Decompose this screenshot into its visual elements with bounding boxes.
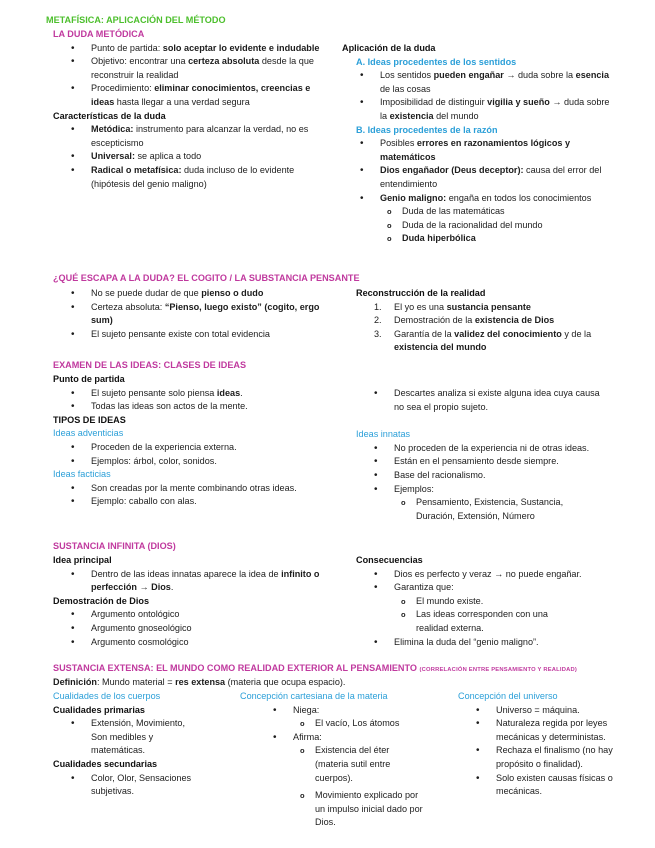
list-item: o Las ideas corresponden con una realidad externa.: [416, 608, 581, 635]
adventicias-label: Ideas adventicias: [53, 428, 124, 439]
primarias-label: Cualidades primarias: [53, 704, 145, 715]
duda-points: [53, 42, 333, 110]
list-item: • Color, Olor, Sensaciones subjetivas.: [91, 772, 211, 799]
cualidades-label: Cualidades de los cuerpos: [53, 691, 161, 701]
materia-label: Concepción cartesiana de la materia: [240, 691, 388, 701]
universo-list: [458, 704, 621, 799]
secundarias-label: Cualidades secundarias: [53, 758, 158, 769]
list-item: o El vacío, Los átomos: [315, 717, 440, 731]
demostracion-label: Demostración de Dios: [53, 595, 150, 606]
cogito-list: [53, 287, 321, 341]
adventicias-list: [53, 441, 323, 468]
list-item: • Argumento gnoseológico: [91, 622, 323, 636]
secundarias-list: [53, 772, 211, 799]
afirma-sublist: [293, 744, 425, 830]
section-cogito-left: [53, 287, 321, 341]
list-item: o Duda hiperbólica: [402, 232, 612, 246]
caracteristicas-list: [53, 123, 333, 191]
list-item: • Son creadas por la mente combinando otras ideas.: [91, 482, 316, 496]
list-item: • El sujeto pensante solo piensa ideas.: [91, 387, 323, 401]
section-heading-duda: LA DUDA METÓDICA: [53, 29, 145, 39]
definicion: Definición: Mundo material = res extensa (materia que ocupa espacio).: [53, 677, 346, 687]
page-title: METAFÍSICA: APLICACIÓN DEL MÉTODO: [46, 15, 226, 25]
caracteristicas-label: Características de la duda: [53, 110, 166, 121]
facticias-list: [53, 482, 316, 509]
idea-principal-list: [53, 568, 336, 595]
list-item: • Genio maligno: engaña en todos los conocimientos o Duda de las matemáticas o Duda de la racionalidad del mundo o Duda hiperbólica: [380, 192, 612, 246]
section-infinita-right: [356, 554, 621, 649]
section-heading-infinita: SUSTANCIA INFINITA (DIOS): [53, 541, 176, 551]
razon-label: B. Ideas procedentes de la razón: [356, 124, 498, 135]
list-item: • Proceden de la experiencia externa.: [91, 441, 323, 455]
list-item: o El mundo existe.: [416, 595, 581, 609]
section-cogito-right: [356, 287, 618, 355]
razon-list: [342, 137, 612, 246]
list-item: • Universo = máquina.: [496, 704, 621, 718]
list-item: • Base del racionalismo.: [394, 469, 621, 483]
list-item: • Radical o metafísica: duda incluso de lo evidente (hipótesis del genio maligno): [91, 164, 333, 191]
list-item: • El sujeto pensante existe con total evidencia: [91, 328, 321, 342]
innatas-label: Ideas innatas: [356, 429, 411, 440]
demostracion-list: [53, 608, 323, 649]
list-item: • Objetivo: encontrar una certeza absoluta desde la que reconstruir la realidad: [91, 55, 333, 82]
niega-sublist: [293, 717, 440, 731]
list-item: • Argumento ontológico: [91, 608, 323, 622]
col-universo: [458, 690, 628, 799]
list-item: • Posibles errores en razonamientos lógicos y matemáticos: [380, 137, 612, 164]
list-item: o Duda de las matemáticas: [402, 205, 612, 219]
list-item: • Imposibilidad de distinguir vigilia y sueño → duda sobre la existencia del mundo: [380, 96, 612, 123]
list-item: • Solo existen causas físicas o mecánicas.: [496, 772, 621, 799]
list-item: • Universal: se aplica a todo: [91, 150, 333, 164]
col-cualidades: [53, 690, 233, 799]
list-item: • Dios engañador (Deus deceptor): causa del error del entendimiento: [380, 164, 612, 191]
list-item: • Ejemplos: o Pensamiento, Existencia, Sustancia, Duración, Extensión, Número: [394, 483, 621, 524]
list-item: • Argumento cosmológico: [91, 636, 323, 650]
col-materia: [240, 690, 440, 830]
list-item: • Dentro de las ideas innatas aparece la idea de infinito o perfección → Dios.: [91, 568, 336, 595]
reconstruccion-list: [356, 301, 618, 355]
list-item: • Todas las ideas son actos de la mente.: [91, 400, 323, 414]
section-heading-extensa: SUSTANCIA EXTENSA: EL MUNDO COMO REALIDAD EXTERIOR AL PENSAMIENTO (CORRELACIÓN ENTRE PENSAMIENTO Y REALIDAD): [53, 663, 578, 673]
list-item: • Niega: o El vacío, Los átomos: [293, 704, 440, 731]
consecuencias-label: Consecuencias: [356, 555, 423, 565]
list-item: • Metódica: instrumento para alcanzar la verdad, no es escepticismo: [91, 123, 333, 150]
facticias-label: Ideas facticias: [53, 469, 111, 480]
descartes-analiza: [356, 387, 604, 414]
list-item: 3. Garantía de la validez del conocimiento y de la existencia del mundo: [374, 328, 592, 353]
garantiza-sublist: [394, 595, 581, 636]
list-item: • Afirma: o Existencia del éter (materia sutil entre cuerpos). o Movimiento explicado por un impulso inicial dado por Dios.: [293, 731, 440, 830]
sentidos-label: A. Ideas procedentes de los sentidos: [356, 56, 517, 67]
section-heading-cogito: ¿QUÉ ESCAPA A LA DUDA? EL COGITO / LA SUBSTANCIA PENSANTE: [53, 273, 360, 283]
idea-principal-label: Idea principal: [53, 555, 112, 565]
punto-partida-label: Punto de partida: [53, 374, 125, 384]
list-item: • Procedimiento: eliminar conocimientos, creencias e ideas hasta llegar a una verdad segura: [91, 82, 333, 109]
list-item: 2. Demostración de la existencia de Dios: [374, 315, 555, 326]
list-item: • No se puede dudar de que pienso o dudo: [91, 287, 321, 301]
section-examen-right: [356, 387, 621, 523]
list-item: • Dios es perfecto y veraz → no puede engañar.: [394, 568, 621, 582]
list-item: • Descartes analiza si existe alguna idea cuya causa no sea el propio sujeto.: [394, 387, 604, 414]
aplicacion-label: Aplicación de la duda: [342, 43, 436, 53]
list-item: o Pensamiento, Existencia, Sustancia, Duración, Extensión, Número: [416, 496, 586, 523]
reconstruccion-label: Reconstrucción de la realidad: [356, 288, 486, 298]
list-item: • Los sentidos pueden engañar → duda sobre la esencia de las cosas: [380, 69, 612, 96]
innatas-ejemplos: [394, 496, 586, 523]
genio-sublist: [380, 205, 612, 246]
innatas-list: [356, 442, 621, 524]
section-heading-examen: EXAMEN DE LAS IDEAS: CLASES DE IDEAS: [53, 360, 247, 370]
punto-partida-list: [53, 387, 323, 414]
section-duda-left: [53, 28, 333, 191]
list-item: o Existencia del éter (materia sutil entre cuerpos).: [315, 744, 425, 785]
universo-label: Concepción del universo: [458, 691, 558, 701]
list-item: • Están en el pensamiento desde siempre.: [394, 455, 621, 469]
consecuencias-list: [356, 568, 621, 650]
section-duda-right: [342, 42, 612, 246]
list-item: • Rechaza el finalismo (no hay propósito o finalidad).: [496, 744, 621, 771]
tipos-label: TIPOS DE IDEAS: [53, 414, 126, 425]
list-item: o Movimiento explicado por un impulso inicial dado por Dios.: [315, 789, 425, 830]
list-item: • Punto de partida: solo aceptar lo evidente e indudable: [91, 42, 333, 56]
list-item: • Extensión, Movimiento, Son medibles y matemáticas.: [91, 717, 201, 758]
list-item: • Ejemplo: caballo con alas.: [91, 495, 316, 509]
sentidos-list: [342, 69, 612, 123]
list-item: • Ejemplos: árbol, color, sonidos.: [91, 455, 323, 469]
list-item: • Garantiza que: o El mundo existe. o Las ideas corresponden con una realidad externa.: [394, 581, 621, 635]
list-item: • Certeza absoluta: “Pienso, luego existo” (cogito, ergo sum): [91, 301, 321, 328]
section-examen-left: [53, 373, 323, 509]
list-item: o Duda de la racionalidad del mundo: [402, 219, 612, 233]
list-item: • Elimina la duda del “genio maligno”.: [394, 636, 621, 650]
section-infinita-left: [53, 554, 323, 649]
primarias-list: [53, 717, 201, 758]
list-item: • Naturaleza regida por leyes mecánicas y deterministas.: [496, 717, 621, 744]
list-item: 1. El yo es una sustancia pensante: [374, 301, 531, 312]
list-item: • No proceden de la experiencia ni de otras ideas.: [394, 442, 621, 456]
materia-list: [240, 704, 440, 830]
